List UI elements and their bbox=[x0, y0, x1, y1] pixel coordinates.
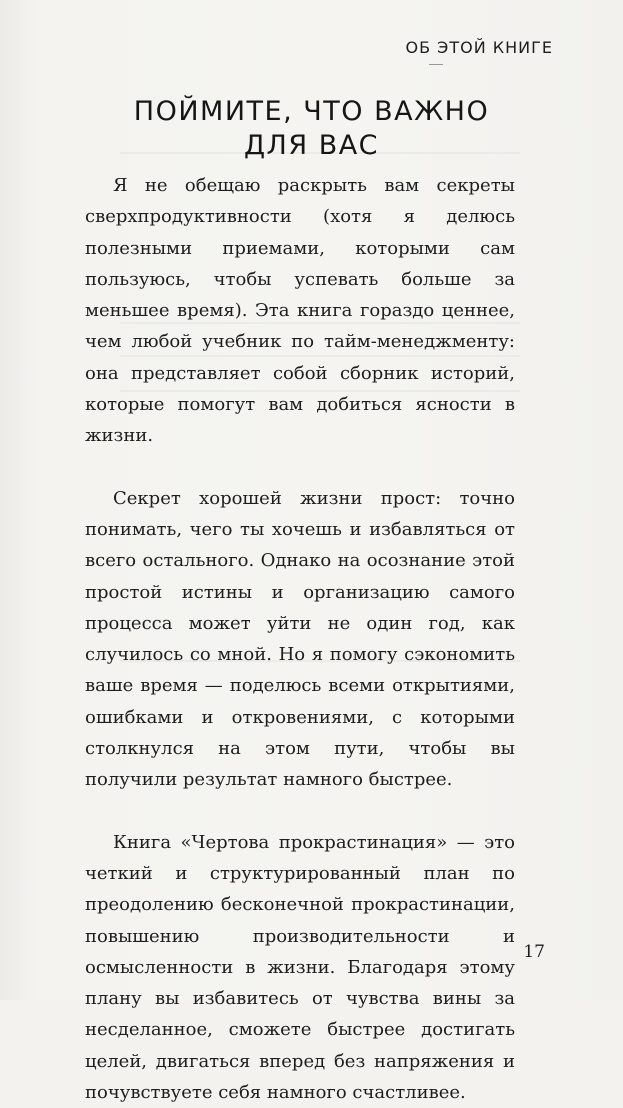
paragraph-2: Секрет хорошей жизни прост: точно понимать, чего ты хочешь и избавляться от всего остального. Однако на осознание этой простой истины и организацию самого процесса может уйти не один год, как случилось со мной. Но я помогу сэкономить ваше время — поделюсь всеми открытиями, ошибками и откровениями, с которыми столкнулся на этом пути, чтобы вы получили результат намного быстрее. bbox=[85, 487, 515, 791]
body-text bbox=[85, 170, 515, 1108]
chapter-title-line-1: ПОЙМИТЕ, ЧТО ВАЖНО bbox=[133, 96, 490, 127]
running-head-rule bbox=[429, 64, 443, 65]
paragraph-1: Я не обещаю раскрыть вам секреты сверхпродуктивности (хотя я делюсь полезными приемами, которыми сам пользуюсь, чтобы успевать больше за меньшее время). Эта книга гораздо ценнее, чем любой учебник по тайм-менеджменту: она представляет собой сборник историй, которые помогут вам добиться ясности в жизни. bbox=[85, 175, 515, 447]
chapter-title-line-2: ДЛЯ ВАС bbox=[243, 130, 380, 161]
page-number: 17 bbox=[523, 942, 545, 962]
running-head: ОБ ЭТОЙ КНИГЕ bbox=[405, 38, 553, 57]
chapter-title bbox=[0, 95, 623, 163]
paragraph-3: Книга «Чертова прокрастинация» — это четкий и структурированный план по преодолению бесконечной прокрастинации, повышению производительности и осмысленности в жизни. Благодаря этому плану вы избавитесь от чувства вины за несделанное, сможете быстрее достигать целей, двигаться вперед без напряжения и почувствуете себя намного счастливее. bbox=[85, 831, 515, 1104]
